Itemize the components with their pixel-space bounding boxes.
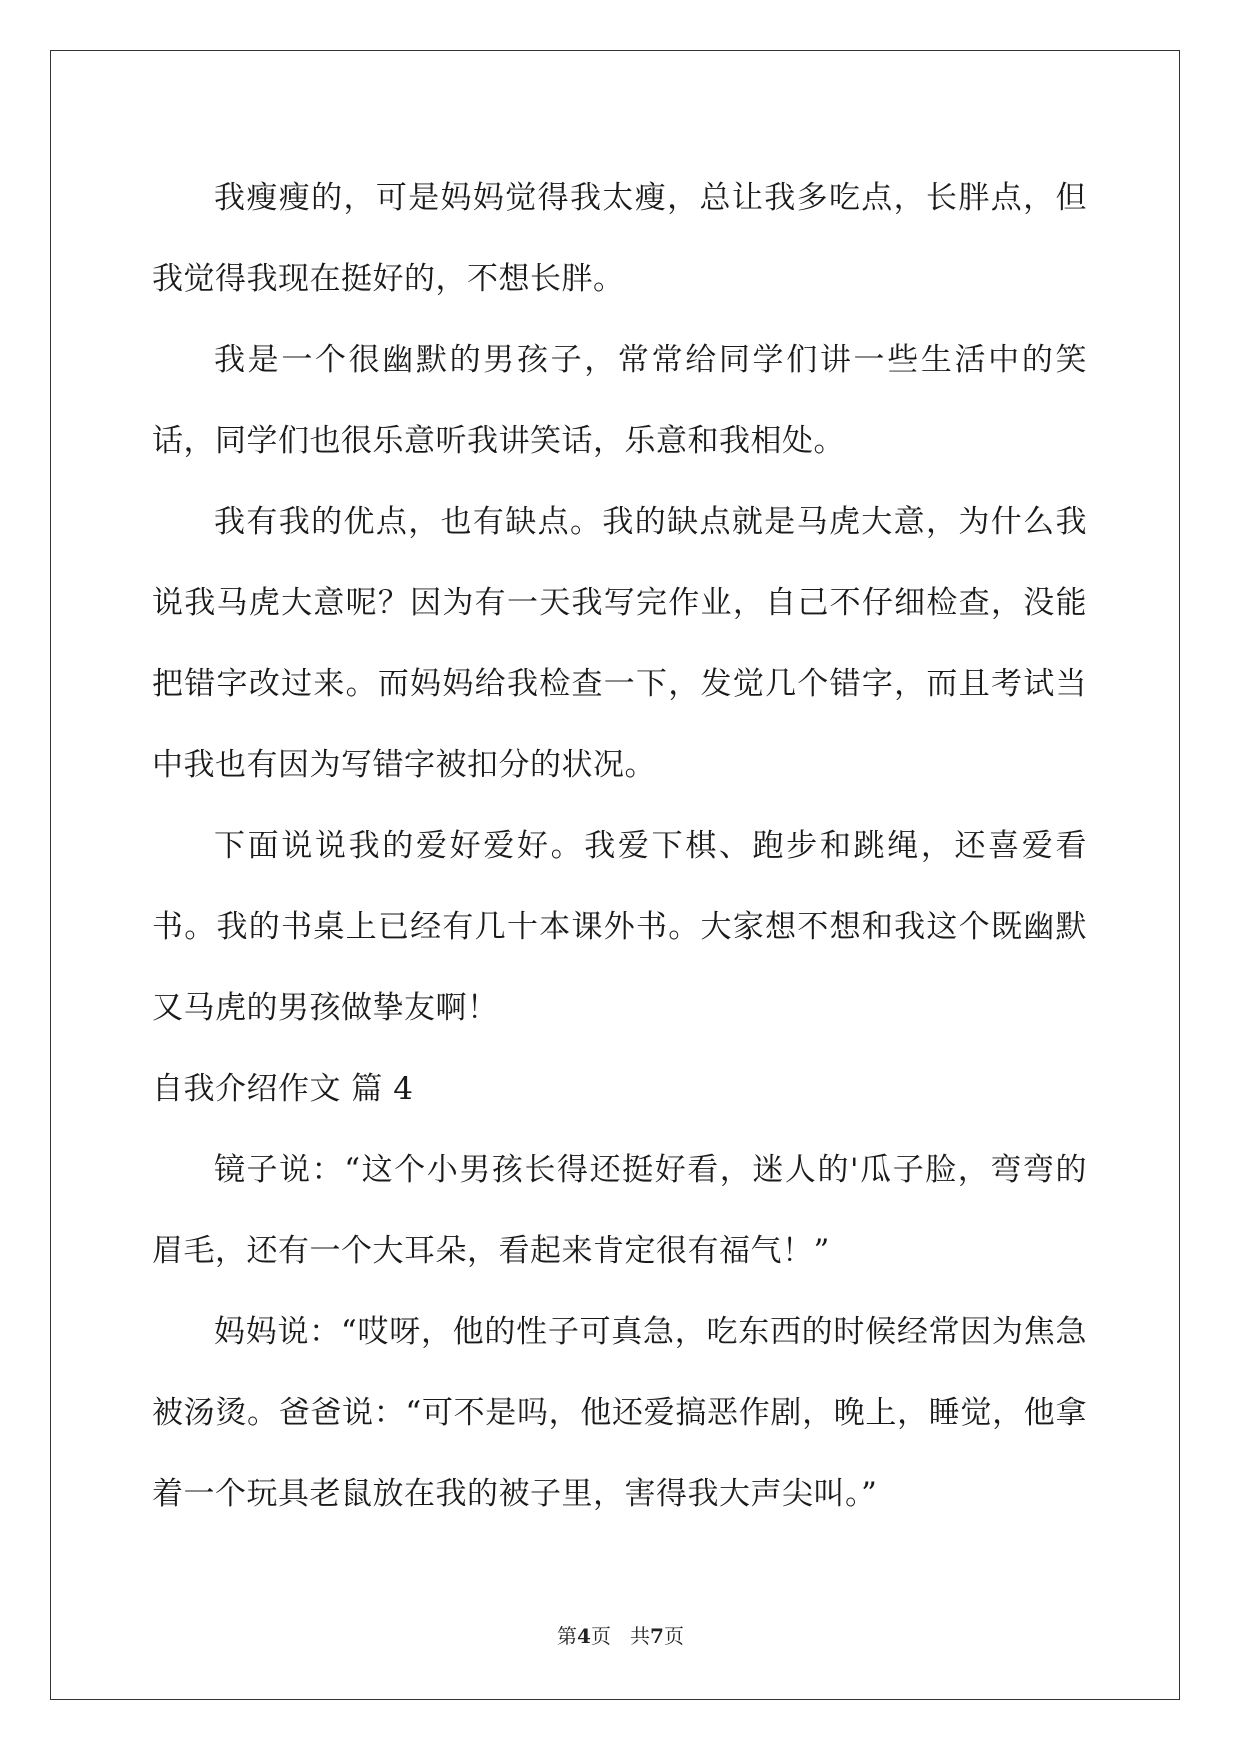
document-body [152,158,1087,1535]
paragraph: 我瘦瘦的，可是妈妈觉得我太瘦，总让我多吃点，长胖点，但我觉得我现在挺好的，不想长胖。 [152,180,1087,297]
footer-suffix: 页 [663,1624,684,1648]
paragraph: 下面说说我的爱好爱好。我爱下棋、跑步和跳绳，还喜爱看书。我的书桌上已经有几十本课外书。大家想不想和我这个既幽默又马虎的男孩做挚友啊！ [152,828,1087,1026]
footer-prefix: 第 [557,1624,578,1648]
current-page-number: 4 [577,1624,591,1648]
page-footer [0,1620,1241,1649]
paragraph: 镜子说：“这个小男孩长得还挺好看，迷人的'瓜子脸，弯弯的眉毛，还有一个大耳朵，看起来肯定很有福气！” [152,1152,1087,1269]
paragraph: 妈妈说：“哎呀，他的性子可真急，吃东西的时候经常因为焦急被汤烫。爸爸说：“可不是吗，他还爱搞恶作剧，晚上，睡觉，他拿着一个玩具老鼠放在我的被子里，害得我大声尖叫。” [152,1314,1087,1512]
paragraph: 我有我的优点，也有缺点。我的缺点就是马虎大意，为什么我说我马虎大意呢？因为有一天我写完作业，自己不仔细检查，没能把错字改过来。而妈妈给我检查一下，发觉几个错字，而且考试当中我也有因为写错字被扣分的状况。 [152,504,1087,783]
section-heading: 自我介绍作文 篇 4 [152,1071,414,1107]
total-page-number: 7 [650,1624,664,1648]
footer-middle: 页 共 [590,1624,651,1648]
paragraph: 我是一个很幽默的男孩子，常常给同学们讲一些生活中的笑话，同学们也很乐意听我讲笑话，乐意和我相处。 [152,342,1087,459]
